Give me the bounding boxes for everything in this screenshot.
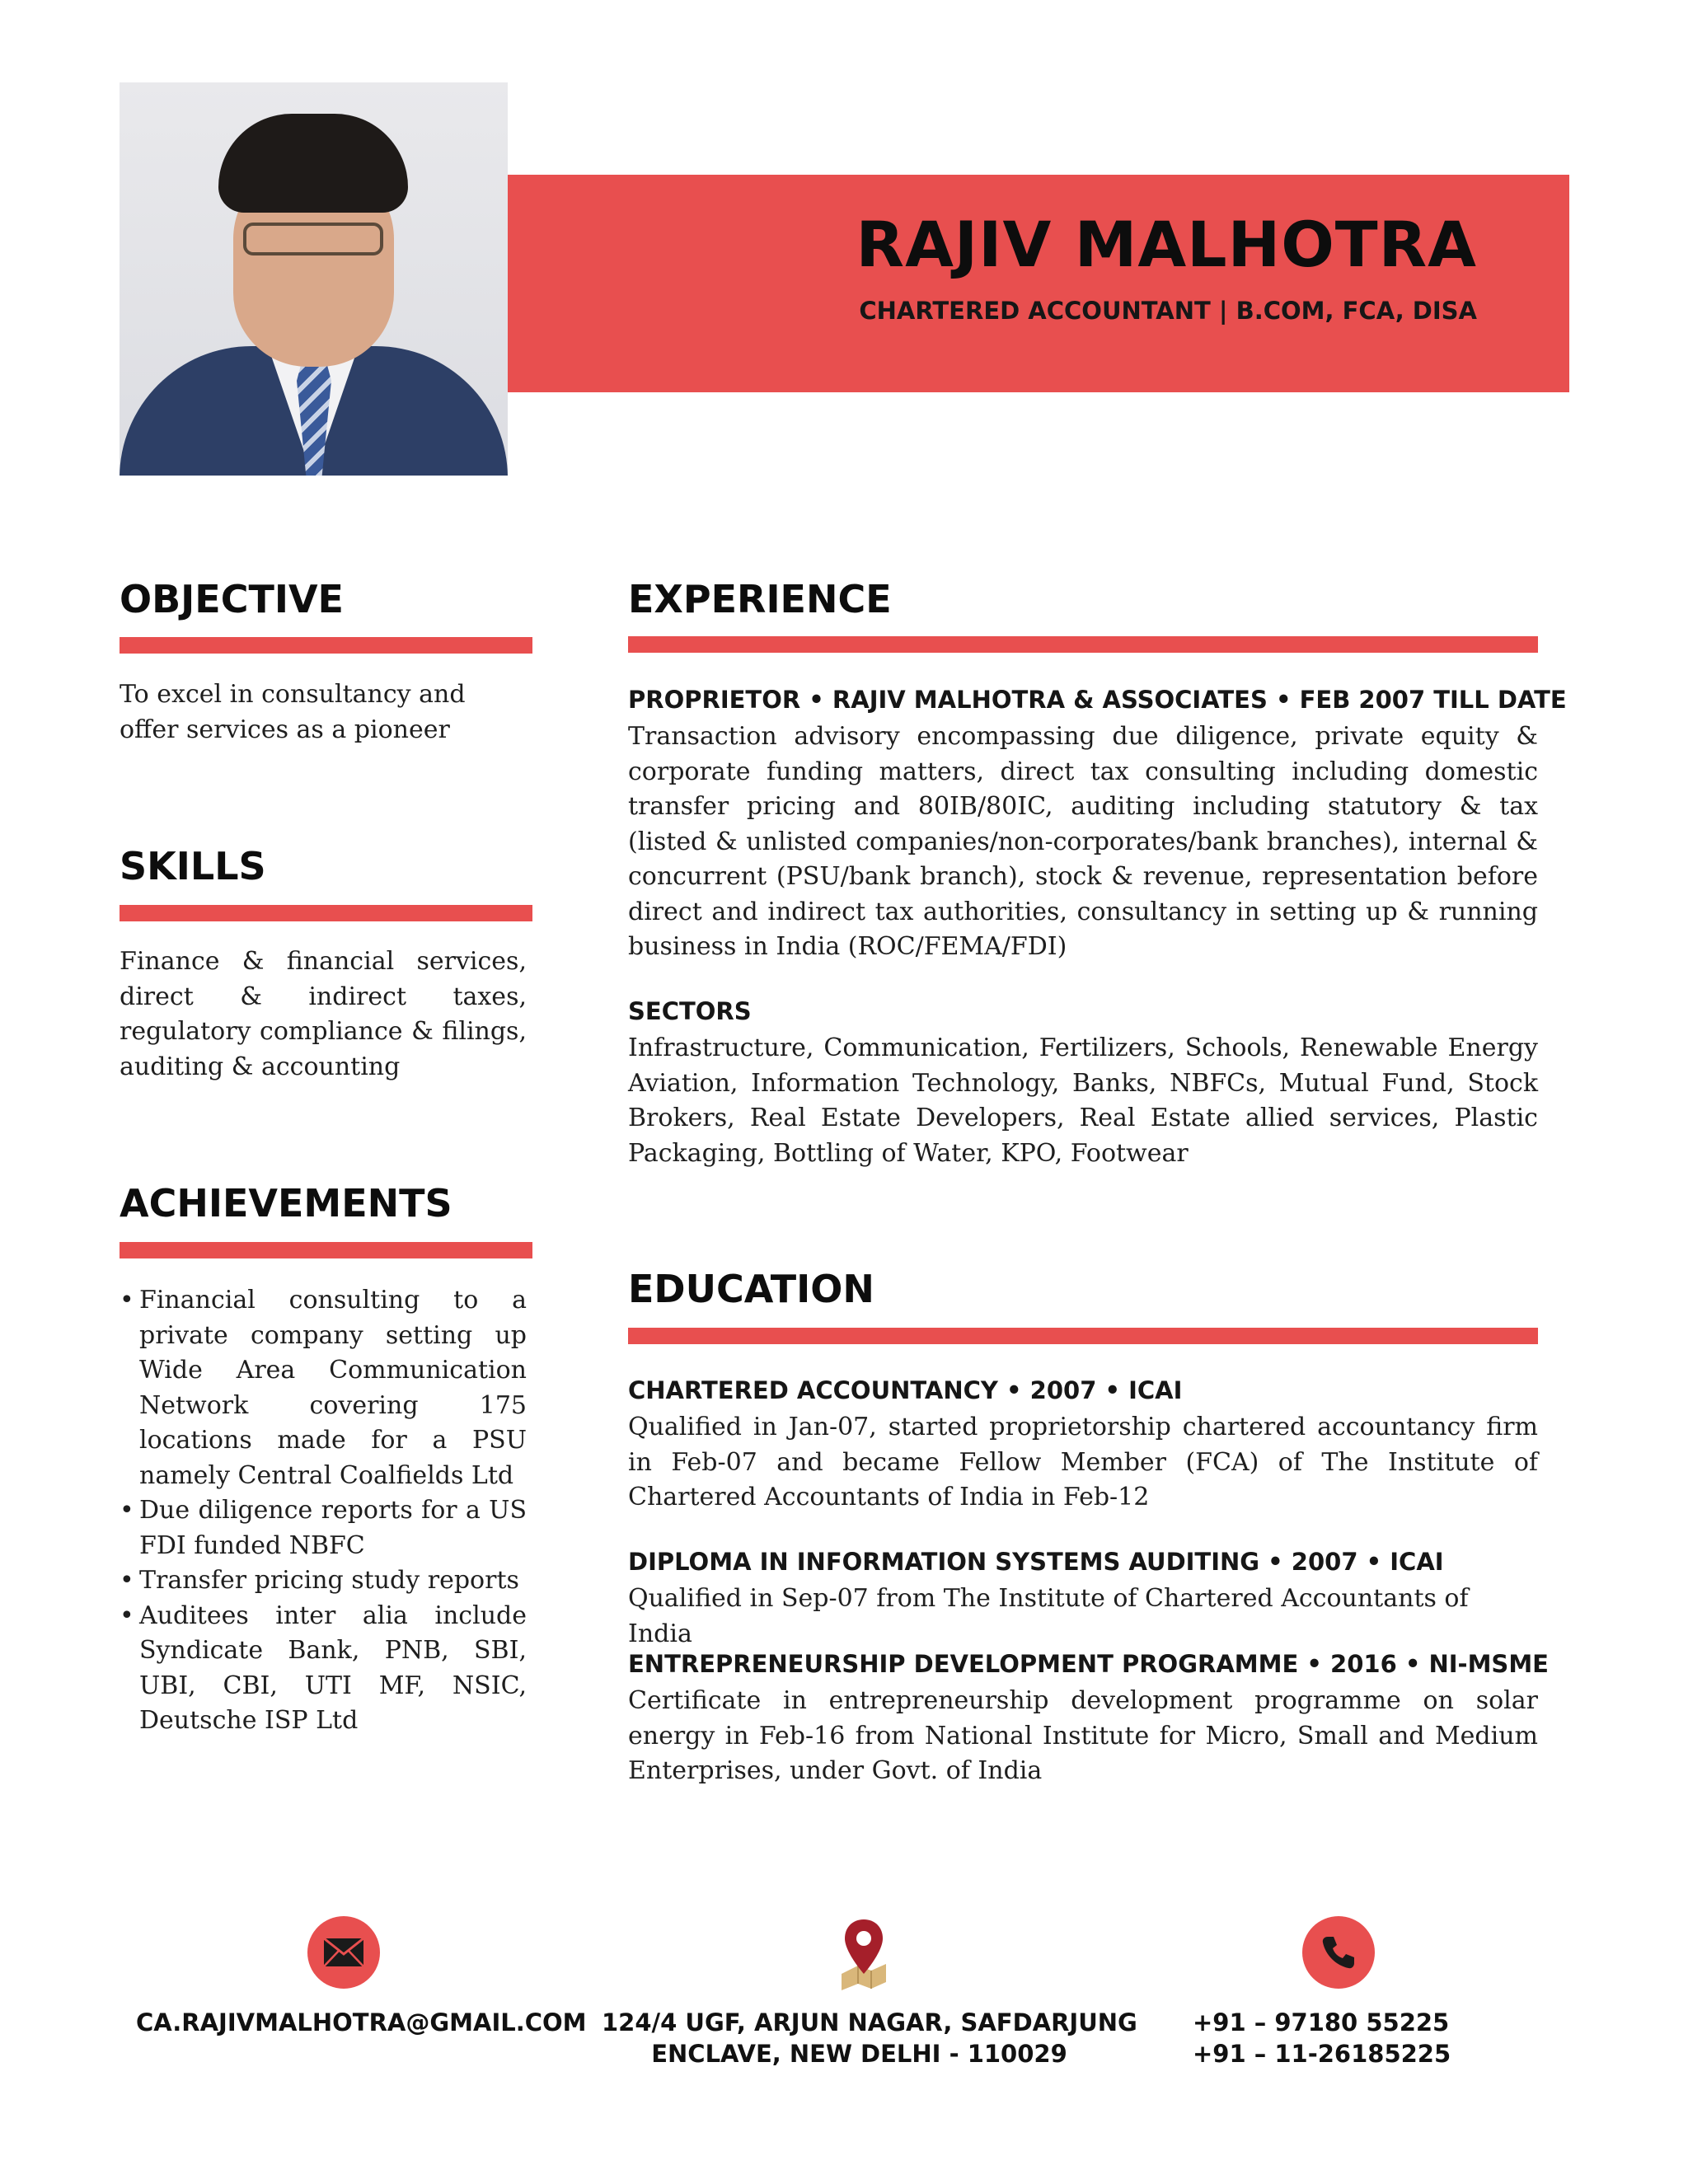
skills-text: Finance & financial services, direct & indirect taxes, regulatory compliance & filings, auditing & accounting — [120, 947, 527, 1081]
list-item: • Financial consulting to a private company setting up Wide Area Communication Network covering 175 locations made for a PSU namely Central Coalfields Ltd — [120, 1283, 527, 1493]
objective-divider — [120, 637, 532, 654]
envelope-icon — [307, 1916, 380, 1989]
objective-text: To excel in consultancy and offer services as a pioneer — [120, 680, 466, 744]
address-line: 124/4 UGF, ARJUN NAGAR, SAFDARJUNG — [602, 2008, 1137, 2036]
sectors-heading: SECTORS — [628, 997, 752, 1025]
experience-description: Transaction advisory encompassing due diligence, private equity & corporate funding matters, direct tax consulting including domestic transfer pricing and 80IB/80IC, auditing including statutory & tax (listed & unlisted companies/non-corporates/bank branches), internal & concurrent (PSU/bank branch), stock & revenue, representation before direct and indirect tax authorities, consultancy in setting up & running business in India (ROC/FEMA/FDI) — [628, 722, 1538, 961]
education-divider — [628, 1328, 1538, 1344]
education-entry-text: Certificate in entrepreneurship development programme on solar energy in Feb-16 from National Institute for Micro, Small and Medium Enterprises, under Govt. of India — [628, 1686, 1538, 1785]
achievements-list — [120, 1283, 527, 1739]
list-item: • Due diligence reports for a US FDI funded NBFC — [120, 1493, 527, 1563]
skills-divider — [120, 905, 532, 921]
address-line: ENCLAVE, NEW DELHI - 110029 — [651, 2040, 1067, 2068]
education-entry-text: Qualified in Sep-07 from The Institute of Chartered Accountants of India — [628, 1584, 1469, 1648]
candidate-title: CHARTERED ACCOUNTANT | B.COM, FCA, DISA — [859, 297, 1477, 325]
phone-number[interactable]: +91 – 97180 55225 — [1193, 2008, 1450, 2036]
education-entry-title: DIPLOMA IN INFORMATION SYSTEMS AUDITING • 2007 • ICAI — [628, 1548, 1444, 1576]
sectors-text: Infrastructure, Communication, Fertilizers, Schools, Renewable Energy Aviation, Information Technology, Banks, NBFCs, Mutual Fund, Stock Brokers, Real Estate Developers, Real Estate allied services, Plastic Packaging, Bottling of Water, KPO, Footwear — [628, 1033, 1538, 1168]
phone-icon — [1302, 1916, 1375, 1989]
experience-role: PROPRIETOR • RAJIV MALHOTRA & ASSOCIATES • FEB 2007 TILL DATE — [628, 686, 1567, 714]
skills-heading: SKILLS — [120, 844, 266, 888]
list-item: • Transfer pricing study reports — [120, 1563, 527, 1599]
achievements-heading: ACHIEVEMENTS — [120, 1181, 452, 1226]
phone-numbers — [1193, 2007, 1451, 2069]
list-item: • Auditees inter alia include Syndicate Bank, PNB, SBI, UBI, CBI, UTI MF, NSIC, Deutsche ISP Ltd — [120, 1599, 527, 1739]
candidate-name: RAJIV MALHOTRA — [856, 208, 1477, 281]
postal-address — [602, 2007, 1137, 2069]
profile-photo — [120, 82, 508, 476]
experience-divider — [628, 636, 1538, 653]
achievements-divider — [120, 1242, 532, 1258]
phone-number[interactable]: +91 – 11-26185225 — [1193, 2040, 1451, 2068]
education-entry-text: Qualified in Jan-07, started proprietorship chartered accountancy firm in Feb-07 and became Fellow Member (FCA) of The Institute of Chartered Accountants of India in Feb-12 — [628, 1413, 1538, 1511]
education-entry-title: ENTREPRENEURSHIP DEVELOPMENT PROGRAMME • 2016 • NI-MSME — [628, 1650, 1549, 1678]
education-entry-title: CHARTERED ACCOUNTANCY • 2007 • ICAI — [628, 1376, 1183, 1404]
education-heading: EDUCATION — [628, 1267, 874, 1311]
map-pin-icon — [838, 1916, 889, 1990]
objective-heading: OBJECTIVE — [120, 577, 344, 621]
email-address[interactable]: CA.RAJIVMALHOTRA@GMAIL.COM — [136, 2008, 587, 2036]
experience-heading: EXPERIENCE — [628, 577, 892, 621]
